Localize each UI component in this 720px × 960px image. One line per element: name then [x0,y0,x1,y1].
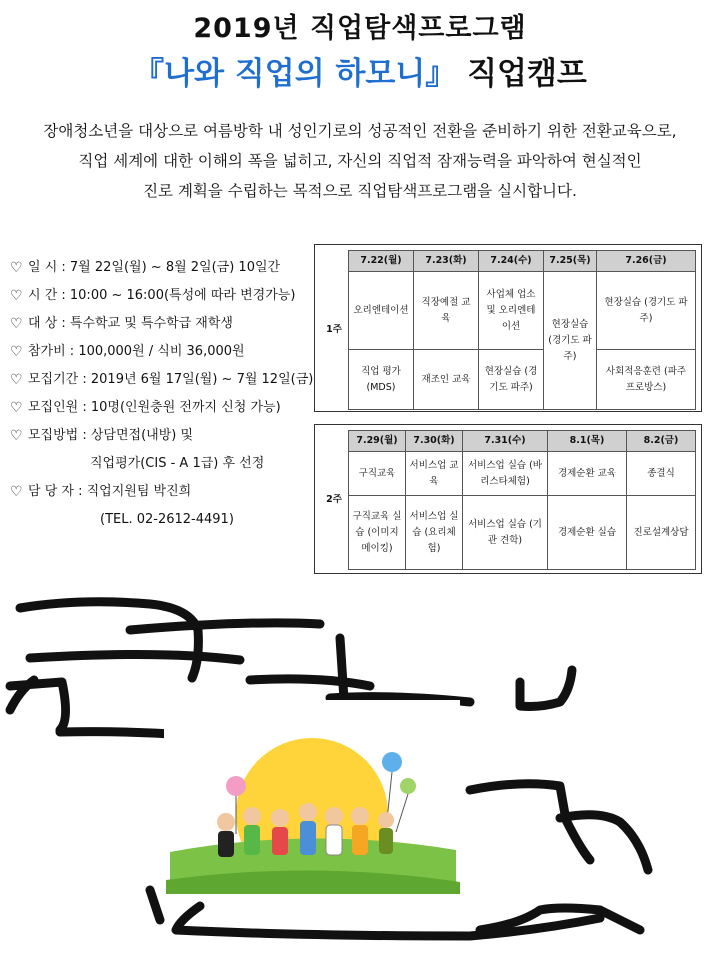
heart-icon: ♡ [10,316,23,332]
info-tel: (TEL. 02-2612-4491) [100,512,234,527]
heart-icon: ♡ [10,344,23,360]
week2-cell: 종결식 [627,452,696,496]
heart-icon: ♡ [10,400,23,416]
intro-text [8,116,712,206]
heart-icon: ♡ [10,428,23,444]
calligraphy-illustration [0,590,720,960]
week1-cell: 재조인 교육 [414,350,479,410]
week2-cell: 구직교육 실습 (이미지 메이킹) [349,496,406,570]
week2-cell: 서비스업 실습 (요리체험) [406,496,463,570]
week1-cell: 현장실습 (경기도 파주) [479,350,544,410]
week2-header: 7.30(화) [406,431,463,452]
week1-cell: 사업체 업소 및 오리엔테이션 [479,272,544,350]
info-method: ♡ 모집방법 : 상담면접(내방) 및 [10,422,315,450]
title-line2 [0,48,720,93]
week2-cell: 경제순환 교육 [548,452,627,496]
week2-cell: 서비스업 교육 [406,452,463,496]
camp-label: 직업캠프 [456,56,587,92]
week1-cell: 현장실습 (경기도 파주) [597,272,696,350]
heart-icon: ♡ [10,372,23,388]
week2-cell: 진로설계상담 [627,496,696,570]
intro-line1: 장애청소년을 대상으로 여름방학 내 성인기로의 성공적인 전환을 준비하기 위한 전환교육으로, [43,122,677,140]
info-count: ♡ 모집인원 : 10명(인원충원 전까지 신청 가능) [10,394,315,422]
info-method2: 직업평가(CIS - A 1급) 후 선정 [90,456,265,471]
info-date: ♡ 일 시 : 7월 22일(월) ~ 8월 2일(금) 10일간 [10,254,315,282]
week2-cell: 경제순환 실습 [548,496,627,570]
info-target: ♡ 대 상 : 특수학교 및 특수학급 재학생 [10,310,315,338]
week1-cell: 현장실습 (경기도 파주) [544,272,597,410]
week1-header: 7.25(목) [544,251,597,272]
week1-header: 7.22(월) [349,251,414,272]
week2-cell: 서비스업 실습 (바리스타체험) [463,452,548,496]
info-list [10,254,315,534]
harmony-illustration [164,700,460,900]
week2-table [320,430,696,570]
week2-label: 2주 [320,431,349,570]
info-period: ♡ 모집기간 : 2019년 6월 17일(월) ~ 7월 12일(금) [10,366,315,394]
week2-header: 8.1(목) [548,431,627,452]
heart-icon: ♡ [10,260,23,276]
info-manager: ♡ 담 당 자 : 직업지원팀 박진희 [10,478,315,506]
week1-header: 7.23(화) [414,251,479,272]
week2-cell: 서비스업 실습 (기관 견학) [463,496,548,570]
week2-header: 8.2(금) [627,431,696,452]
week1-cell: 직장예절 교육 [414,272,479,350]
week1-header: 7.24(수) [479,251,544,272]
week2-header: 7.31(수) [463,431,548,452]
info-fee: ♡ 참가비 : 100,000원 / 식비 36,000원 [10,338,315,366]
heart-icon: ♡ [10,484,23,500]
week1-cell: 사회적응훈련 (파주 프로방스) [597,350,696,410]
heart-icon: ♡ [10,288,23,304]
program-name: 『나와 직업의 하모니』 [133,56,457,92]
title-line1: 2019년 직업탐색프로그램 [193,13,527,44]
week1-label: 1주 [320,251,349,410]
intro-line3: 진로 계획을 수립하는 목적으로 직업탐색프로그램을 실시합니다. [143,182,577,200]
info-time: ♡ 시 간 : 10:00 ~ 16:00(특성에 따라 변경가능) [10,282,315,310]
week2-cell: 구직교육 [349,452,406,496]
week1-cell: 오리엔테이션 [349,272,414,350]
week1-header: 7.26(금) [597,251,696,272]
week2-header: 7.29(월) [349,431,406,452]
week1-cell: 직업 평가 (MDS) [349,350,414,410]
week1-table [320,250,696,410]
intro-line2: 직업 세계에 대한 이해의 폭을 넓히고, 자신의 직업적 잠재능력을 파악하여 현실적인 [78,152,642,170]
